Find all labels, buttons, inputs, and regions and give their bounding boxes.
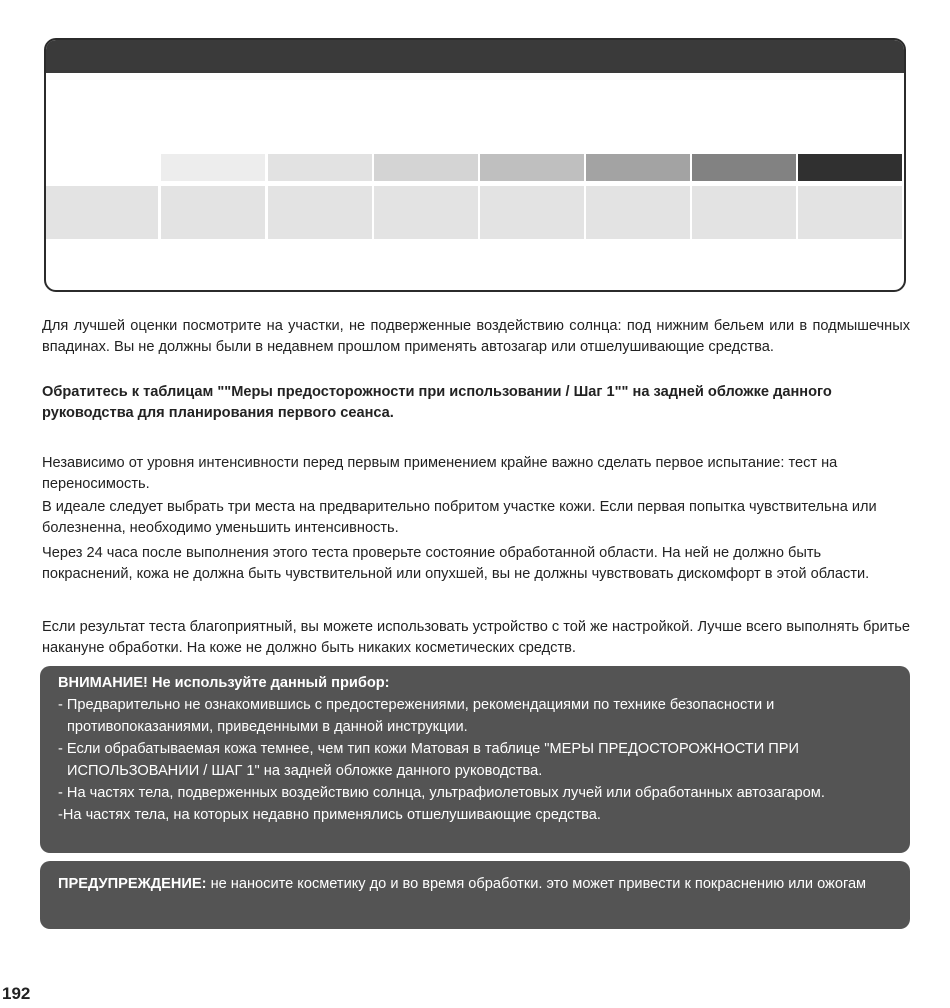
skin-table-header xyxy=(46,40,904,73)
warning-title: ВНИМАНИЕ! Не используйте данный прибор: xyxy=(58,675,390,691)
warning-item-2: - Если обрабатываемая кожа темнее, чем тип кожи Матовая в таблице "МЕРЫ ПРЕДОСТОРОЖНОСТИ ПРИ ИСПОЛЬЗОВАНИИ / ШАГ 1" на задней обложке данного руководства. xyxy=(58,741,799,779)
skin-table-cell-6 xyxy=(692,186,796,239)
caution-label: ПРЕДУПРЕЖДЕНИЕ: xyxy=(58,876,207,892)
warning-item-1: - Предварительно не ознакомившись с предостережениями, рекомендациями по технике безопасности и противопоказаниями, приведенными в данной инструкции. xyxy=(58,697,775,735)
caution-box xyxy=(40,861,910,929)
warning-box xyxy=(40,666,910,853)
skin-swatch-2 xyxy=(268,154,372,181)
skin-swatch-6 xyxy=(692,154,796,181)
skin-swatch-4 xyxy=(480,154,584,181)
warning-item-3: - На частях тела, подверженных воздействию солнца, ультрафиолетовых лучей или обработанных автозагаром. xyxy=(58,785,825,801)
favorable-result-paragraph: Если результат теста благоприятный, вы можете использовать устройство с той же настройкой. Лучше всего выполнять бритье накануне обработки. На коже не должно быть никаких косметических средств. xyxy=(42,619,911,656)
skin-swatch-5 xyxy=(586,154,690,181)
warning-item-4: -На частях тела, на которых недавно применялись отшелушивающие средства. xyxy=(58,807,601,823)
skin-table-cell-1 xyxy=(161,186,265,239)
skin-table-cell-3 xyxy=(374,186,478,239)
skin-type-table xyxy=(44,38,906,292)
skin-table-cell-5 xyxy=(586,186,690,239)
skin-swatch-7 xyxy=(798,154,902,181)
skin-swatch-1 xyxy=(161,154,265,181)
caution-body: не наносите косметику до и во время обработки. это может привести к покраснению или ожогам xyxy=(206,876,867,892)
skin-table-cell-2 xyxy=(268,186,372,239)
skin-table-row-label-cell xyxy=(46,186,158,239)
skin-swatch-3 xyxy=(374,154,478,181)
check-after-24h-paragraph: Через 24 часа после выполнения этого теста проверьте состояние обработанной области. На ней не должно быть покраснений, кожа не должна быть чувствительной или опухшей, вы не должны чувствовать дискомфорт в этой области. xyxy=(42,545,870,582)
skin-table-cell-4 xyxy=(480,186,584,239)
tolerance-test-paragraph: Независимо от уровня интенсивности перед первым применением крайне важно сделать первое испытание: тест на переносимость. xyxy=(42,455,838,492)
test-spots-paragraph: В идеале следует выбрать три места на предварительно побритом участке кожи. Если первая попытка чувствительна или болезненна, необходимо уменьшить интенсивность. xyxy=(42,499,877,536)
intro-paragraph: Для лучшей оценки посмотрите на участки, не подверженные воздействию солнца: под нижним бельем или в подмышечных впадинах. Вы не должны были в недавнем прошлом применять автозагар или отшелушивающие средства. xyxy=(42,318,910,355)
skin-table-cell-7 xyxy=(798,186,902,239)
caution-text xyxy=(58,873,892,895)
reference-note: Обратитесь к таблицам ""Меры предосторожности при использовании / Шаг 1"" на задней обложке данного руководства для планирования первого сеанса. xyxy=(42,384,832,421)
page-number: 192 xyxy=(2,984,31,1003)
